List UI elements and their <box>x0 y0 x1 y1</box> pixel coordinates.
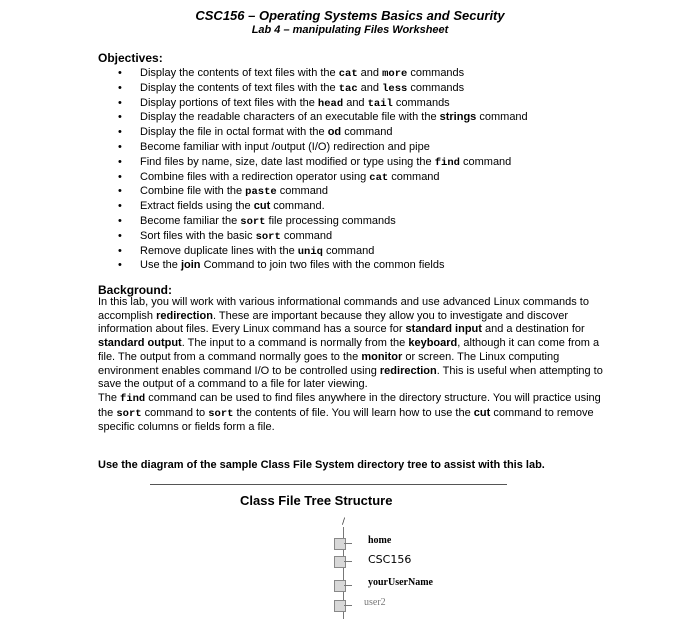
text-run: command <box>280 229 333 242</box>
text-run: Command to join two files with the common fields <box>200 259 445 272</box>
text-run: Display the contents of text files with the <box>140 81 339 94</box>
text-run: Use the <box>140 259 181 272</box>
text-run: Display the contents of text files with the <box>140 67 339 79</box>
text-run: command to remove specific columns or fields form a file. <box>98 406 594 434</box>
objective-item <box>98 170 528 185</box>
text-run: command <box>322 244 375 257</box>
diagram-instruction: Use the diagram of the sample Class File System directory tree to assist with this lab. <box>98 459 545 471</box>
text-run: command to <box>141 406 209 419</box>
folder-icon <box>334 556 346 568</box>
bullet-icon: • <box>118 140 122 153</box>
text-run: command <box>276 185 329 198</box>
emphasis-text: cut <box>473 406 491 419</box>
command-name: more <box>382 68 408 80</box>
text-run: Become familiar the <box>140 214 241 227</box>
text-run: In this lab, you will work with various informational commands and use advanced Linux commands to accomplish <box>98 296 589 322</box>
emphasis-text: standard input <box>405 323 482 336</box>
text-run: Combine file with the <box>140 185 246 198</box>
command-name: sort <box>240 215 266 228</box>
emphasis-text: redirection <box>156 309 213 322</box>
objective-item <box>98 125 528 140</box>
text-run: . This is useful when attempting to save the output of a command to a file for later viewing. <box>98 364 603 391</box>
command-name: cat <box>338 68 358 80</box>
bullet-icon: • <box>118 155 122 168</box>
text-run: command <box>341 126 393 139</box>
objective-item <box>98 155 528 170</box>
bullet-icon: • <box>118 111 122 124</box>
text-run: command can be used to find files anywhere in the directory structure. You will practice using the <box>98 391 601 419</box>
folder-icon <box>334 600 346 612</box>
text-run: and <box>343 96 368 109</box>
tree-node-label: user2 <box>364 597 386 608</box>
bullet-icon: • <box>118 200 122 213</box>
text-run: command <box>476 111 528 124</box>
text-run: command. <box>270 200 325 213</box>
divider <box>150 484 507 485</box>
text-run: Display the file in octal format with the <box>140 126 328 139</box>
text-run: . The input to a command is normally from the <box>181 337 409 350</box>
objective-item <box>98 229 528 244</box>
command-name: uniq <box>297 245 323 258</box>
bullet-icon: • <box>118 81 122 94</box>
background-paragraph-1 <box>98 296 608 392</box>
tree-node-user2 <box>334 599 454 615</box>
tree-title: Class File Tree Structure <box>240 493 393 508</box>
bullet-icon: • <box>118 259 122 272</box>
text-run: Sort files with the basic <box>140 229 256 242</box>
text-run: commands <box>392 96 450 109</box>
objective-item <box>98 244 528 259</box>
objective-item <box>98 66 528 81</box>
bullet-icon: • <box>118 244 122 257</box>
text-run: and <box>357 81 383 94</box>
objective-item <box>98 199 528 214</box>
emphasis-text: redirection <box>379 364 437 377</box>
background-paragraph-2 <box>98 392 608 435</box>
file-tree-diagram <box>330 515 450 619</box>
bullet-icon: • <box>118 126 122 139</box>
bullet-icon: • <box>118 185 122 198</box>
bullet-icon: • <box>118 96 122 109</box>
command-name: find <box>434 156 460 169</box>
emphasis-text: monitor <box>361 350 403 363</box>
emphasis-text: join <box>180 259 201 272</box>
background-heading: Background: <box>98 283 173 297</box>
text-run: Become familiar with input /output (I/O) redirection and pipe <box>140 140 430 153</box>
command-name: find <box>120 392 146 405</box>
text-run: The <box>98 391 121 404</box>
command-name: sort <box>255 230 281 243</box>
text-run: . These are important because they allow you to investigate and discover information about files. Every Linux command has a source for <box>98 309 568 336</box>
emphasis-text: cut <box>253 200 271 213</box>
emphasis-text: strings <box>439 111 477 124</box>
emphasis-text: od <box>327 126 342 139</box>
text-run: Find files by name, size, date last modified or type using the <box>140 155 435 168</box>
text-run: Extract fields using the <box>140 200 254 213</box>
command-name: tail <box>367 97 393 110</box>
tree-node-csc156 <box>334 555 454 571</box>
text-run: Remove duplicate lines with the <box>140 244 298 257</box>
text-run: commands <box>407 81 465 94</box>
text-run: , although it can come from a file. The output from a command normally goes to the <box>98 337 600 363</box>
tree-node-home <box>334 537 454 553</box>
objective-item <box>98 214 528 229</box>
command-name: tac <box>338 82 358 95</box>
tree-node-yourusername <box>334 579 454 595</box>
lab-title: Lab 4 – manipulating Files Worksheet <box>251 24 449 36</box>
command-name: sort <box>208 407 234 420</box>
objective-item <box>98 81 528 96</box>
text-run: command <box>388 170 440 183</box>
command-name: less <box>382 82 408 95</box>
objective-item <box>98 140 528 155</box>
objective-item <box>98 258 528 273</box>
folder-icon <box>334 580 346 592</box>
command-name: cat <box>369 171 389 184</box>
emphasis-text: keyboard <box>408 337 458 350</box>
text-run: or screen. The Linux computing environment enables command I/O to be controlled using <box>98 350 560 377</box>
objectives-list <box>98 66 528 273</box>
course-title: CSC156 – Operating Systems Basics and Security <box>195 8 505 23</box>
bullet-icon: • <box>118 170 122 183</box>
text-run: Display portions of text files with the <box>140 96 318 109</box>
text-run: Display the readable characters of an executable file with the <box>140 111 440 124</box>
bullet-icon: • <box>118 67 122 79</box>
command-name: paste <box>245 186 277 199</box>
text-run: the contents of file. You will learn how to use the <box>233 406 474 419</box>
text-run: and <box>357 67 383 79</box>
bullet-icon: • <box>118 214 122 227</box>
tree-root-label: / <box>342 517 346 527</box>
background-text <box>98 296 608 435</box>
emphasis-text: standard output <box>98 337 182 350</box>
text-run: command <box>459 155 512 168</box>
command-name: sort <box>116 407 142 420</box>
objective-item <box>98 96 528 111</box>
text-run: and a destination for <box>481 323 585 336</box>
command-name: head <box>317 97 344 110</box>
bullet-icon: • <box>118 229 122 242</box>
folder-icon <box>334 538 346 550</box>
text-run: file processing commands <box>265 214 396 227</box>
tree-node-label: CSC156 <box>368 553 412 566</box>
objective-item <box>98 184 528 199</box>
tree-node-label: yourUserName <box>368 577 433 588</box>
text-run: Combine files with a redirection operator using <box>140 170 370 183</box>
tree-node-label: home <box>368 535 392 546</box>
text-run: commands <box>407 67 465 79</box>
objective-item <box>98 110 528 125</box>
objectives-heading: Objectives: <box>98 51 163 65</box>
